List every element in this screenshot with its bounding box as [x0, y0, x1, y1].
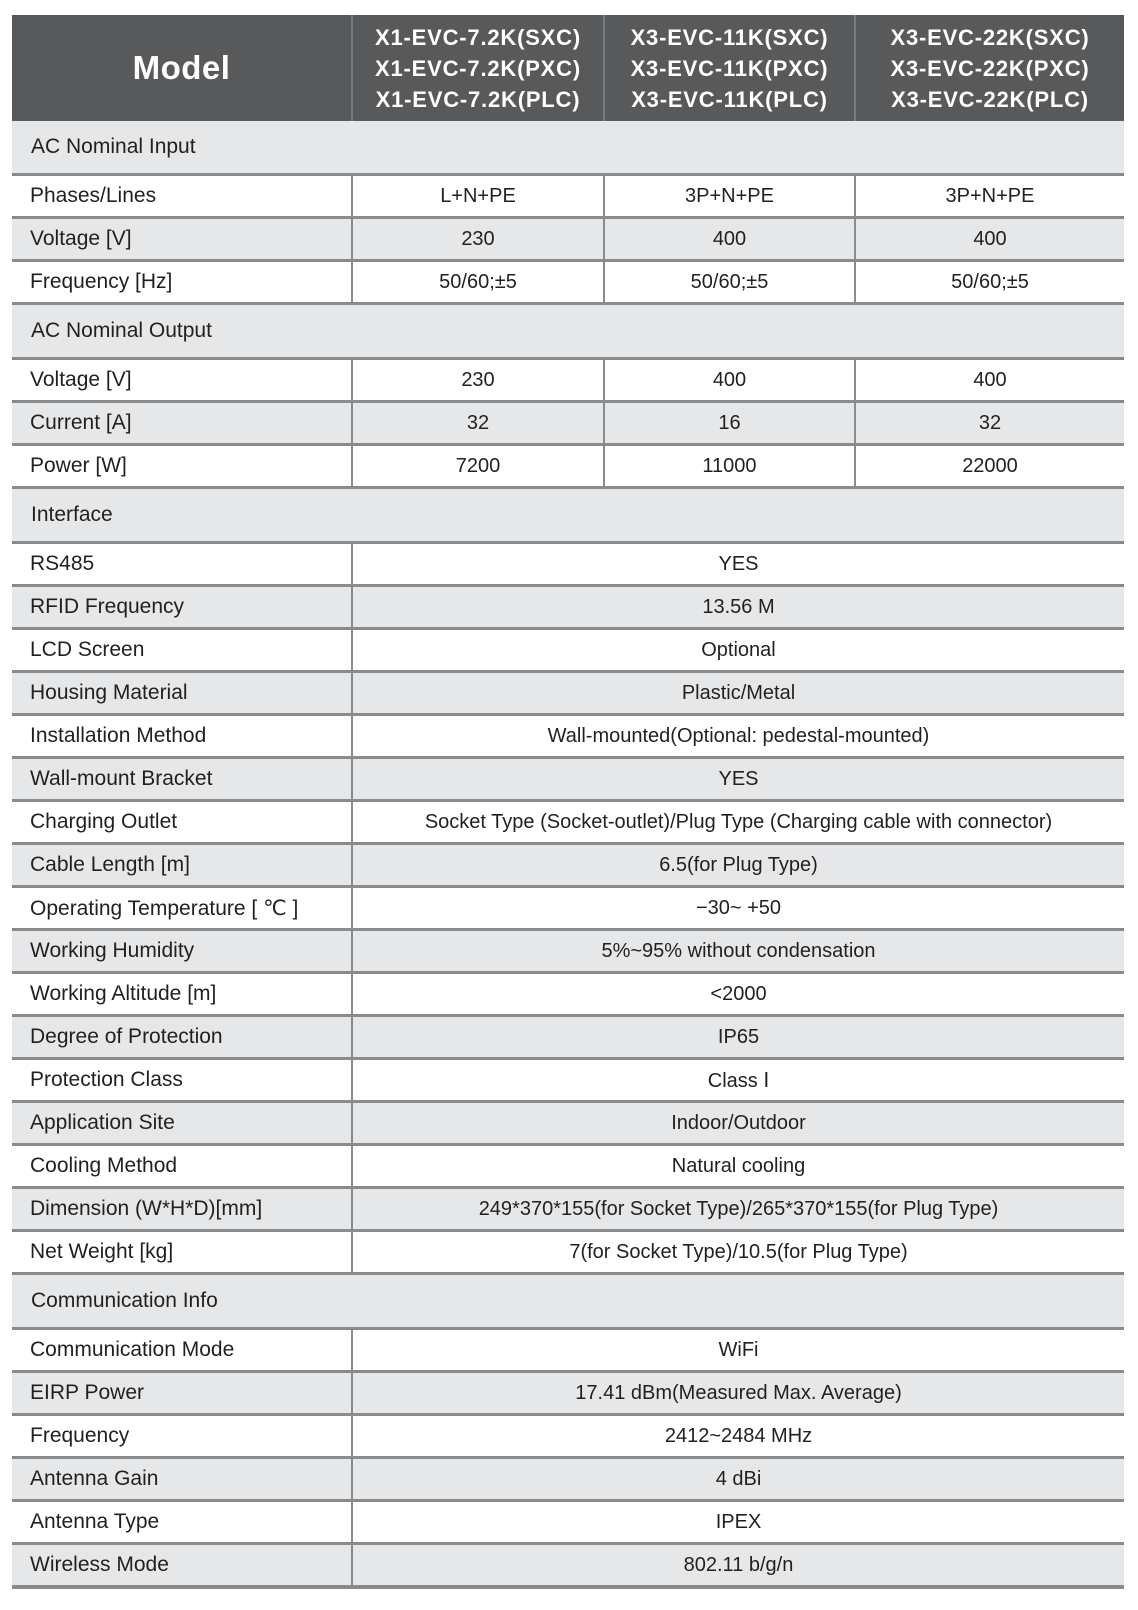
row-label: Degree of Protection	[12, 1016, 352, 1059]
table-row	[12, 1501, 1124, 1544]
model-name: X3-EVC-22K(PLC)	[891, 86, 1089, 112]
row-value: Socket Type (Socket-outlet)/Plug Type (Charging cable with connector)	[352, 801, 1124, 844]
row-label: Cable Length [m]	[12, 844, 352, 887]
table-row	[12, 930, 1124, 973]
row-label: Current [A]	[12, 402, 352, 445]
row-label: Housing Material	[12, 672, 352, 715]
row-label: RS485	[12, 543, 352, 586]
row-label: Voltage [V]	[12, 218, 352, 261]
section-title: Communication Info	[12, 1274, 1124, 1329]
row-value: 400	[604, 218, 855, 261]
row-label: Antenna Type	[12, 1501, 352, 1544]
section-title: AC Nominal Input	[12, 121, 1124, 175]
row-value: Natural cooling	[352, 1145, 1124, 1188]
section-header-communication	[12, 1274, 1124, 1329]
row-value: 32	[352, 402, 604, 445]
row-value: 16	[604, 402, 855, 445]
row-value: 249*370*155(for Socket Type)/265*370*155(for Plug Type)	[352, 1188, 1124, 1231]
model-name: X3-EVC-11K(PXC)	[630, 55, 829, 81]
table-row	[12, 758, 1124, 801]
row-value: 3P+N+PE	[604, 175, 855, 218]
table-row	[12, 175, 1124, 218]
row-value: 22000	[855, 445, 1124, 488]
table-row	[12, 359, 1124, 402]
table-row	[12, 1231, 1124, 1274]
model-name: X1-EVC-7.2K(SXC)	[375, 24, 581, 50]
table-row	[12, 801, 1124, 844]
table-row	[12, 1458, 1124, 1501]
row-value: 230	[352, 218, 604, 261]
row-label: Voltage [V]	[12, 359, 352, 402]
row-label: Application Site	[12, 1102, 352, 1145]
model-column-x1-7-2k	[352, 15, 604, 121]
row-label: LCD Screen	[12, 629, 352, 672]
row-value: 802.11 b/g/n	[352, 1544, 1124, 1588]
model-name: X3-EVC-11K(PLC)	[631, 86, 828, 112]
section-header-ac-output	[12, 304, 1124, 359]
row-value: YES	[352, 758, 1124, 801]
row-value: 2412~2484 MHz	[352, 1415, 1124, 1458]
table-row	[12, 973, 1124, 1016]
row-label: Installation Method	[12, 715, 352, 758]
table-row	[12, 1102, 1124, 1145]
row-label: Wall-mount Bracket	[12, 758, 352, 801]
row-value: WiFi	[352, 1329, 1124, 1372]
table-row	[12, 672, 1124, 715]
row-value: 400	[604, 359, 855, 402]
row-label: Frequency	[12, 1415, 352, 1458]
model-name: X1-EVC-7.2K(PXC)	[375, 55, 581, 81]
table-header-row	[12, 15, 1124, 121]
row-label: Operating Temperature [ ℃ ]	[12, 887, 352, 930]
section-title: Interface	[12, 488, 1124, 543]
table-row	[12, 1059, 1124, 1102]
row-value: IPEX	[352, 1501, 1124, 1544]
table-row	[12, 1188, 1124, 1231]
row-value: 230	[352, 359, 604, 402]
row-value: 6.5(for Plug Type)	[352, 844, 1124, 887]
section-header-ac-input	[12, 121, 1124, 175]
model-column-x3-11k	[604, 15, 855, 121]
table-row	[12, 1016, 1124, 1059]
row-value: Indoor/Outdoor	[352, 1102, 1124, 1145]
model-name: X3-EVC-22K(SXC)	[890, 24, 1090, 50]
row-label: RFID Frequency	[12, 586, 352, 629]
row-value: 50/60;±5	[352, 261, 604, 304]
row-value: 50/60;±5	[855, 261, 1124, 304]
spec-table	[12, 15, 1124, 1589]
row-label: Protection Class	[12, 1059, 352, 1102]
row-value: 13.56 M	[352, 586, 1124, 629]
row-value: YES	[352, 543, 1124, 586]
row-label: Communication Mode	[12, 1329, 352, 1372]
table-row	[12, 1415, 1124, 1458]
model-name: X3-EVC-22K(PXC)	[890, 55, 1090, 81]
model-header: Model	[12, 15, 352, 121]
table-row	[12, 629, 1124, 672]
row-label: Dimension (W*H*D)[mm]	[12, 1188, 352, 1231]
table-row	[12, 715, 1124, 758]
table-row	[12, 1145, 1124, 1188]
row-label: Antenna Gain	[12, 1458, 352, 1501]
row-value: 32	[855, 402, 1124, 445]
table-row	[12, 402, 1124, 445]
table-row	[12, 445, 1124, 488]
row-value: 7200	[352, 445, 604, 488]
table-row	[12, 543, 1124, 586]
row-label: Cooling Method	[12, 1145, 352, 1188]
row-value: 17.41 dBm(Measured Max. Average)	[352, 1372, 1124, 1415]
row-label: Working Altitude [m]	[12, 973, 352, 1016]
row-value: <2000	[352, 973, 1124, 1016]
table-row	[12, 1372, 1124, 1415]
table-row	[12, 586, 1124, 629]
model-column-x3-22k	[855, 15, 1124, 121]
row-value: 4 dBi	[352, 1458, 1124, 1501]
table-row	[12, 218, 1124, 261]
row-value: Wall-mounted(Optional: pedestal-mounted)	[352, 715, 1124, 758]
row-value: 3P+N+PE	[855, 175, 1124, 218]
table-row	[12, 844, 1124, 887]
section-header-interface	[12, 488, 1124, 543]
row-label: Working Humidity	[12, 930, 352, 973]
row-value: 11000	[604, 445, 855, 488]
row-value: 50/60;±5	[604, 261, 855, 304]
table-row	[12, 1329, 1124, 1372]
table-row	[12, 261, 1124, 304]
table-row	[12, 1544, 1124, 1588]
model-name: X3-EVC-11K(SXC)	[630, 24, 829, 50]
row-label: Charging Outlet	[12, 801, 352, 844]
row-value: L+N+PE	[352, 175, 604, 218]
row-value: Optional	[352, 629, 1124, 672]
row-value: 7(for Socket Type)/10.5(for Plug Type)	[352, 1231, 1124, 1274]
row-value: −30~ +50	[352, 887, 1124, 930]
row-label: EIRP Power	[12, 1372, 352, 1415]
row-value: Plastic/Metal	[352, 672, 1124, 715]
section-title: AC Nominal Output	[12, 304, 1124, 359]
row-value: 400	[855, 218, 1124, 261]
row-label: Net Weight [kg]	[12, 1231, 352, 1274]
row-value: Class Ⅰ	[352, 1059, 1124, 1102]
row-value: IP65	[352, 1016, 1124, 1059]
row-label: Frequency [Hz]	[12, 261, 352, 304]
row-label: Wireless Mode	[12, 1544, 352, 1588]
row-label: Power [W]	[12, 445, 352, 488]
table-row	[12, 887, 1124, 930]
row-label: Phases/Lines	[12, 175, 352, 218]
row-value: 400	[855, 359, 1124, 402]
model-name: X1-EVC-7.2K(PLC)	[375, 86, 581, 112]
row-value: 5%~95% without condensation	[352, 930, 1124, 973]
